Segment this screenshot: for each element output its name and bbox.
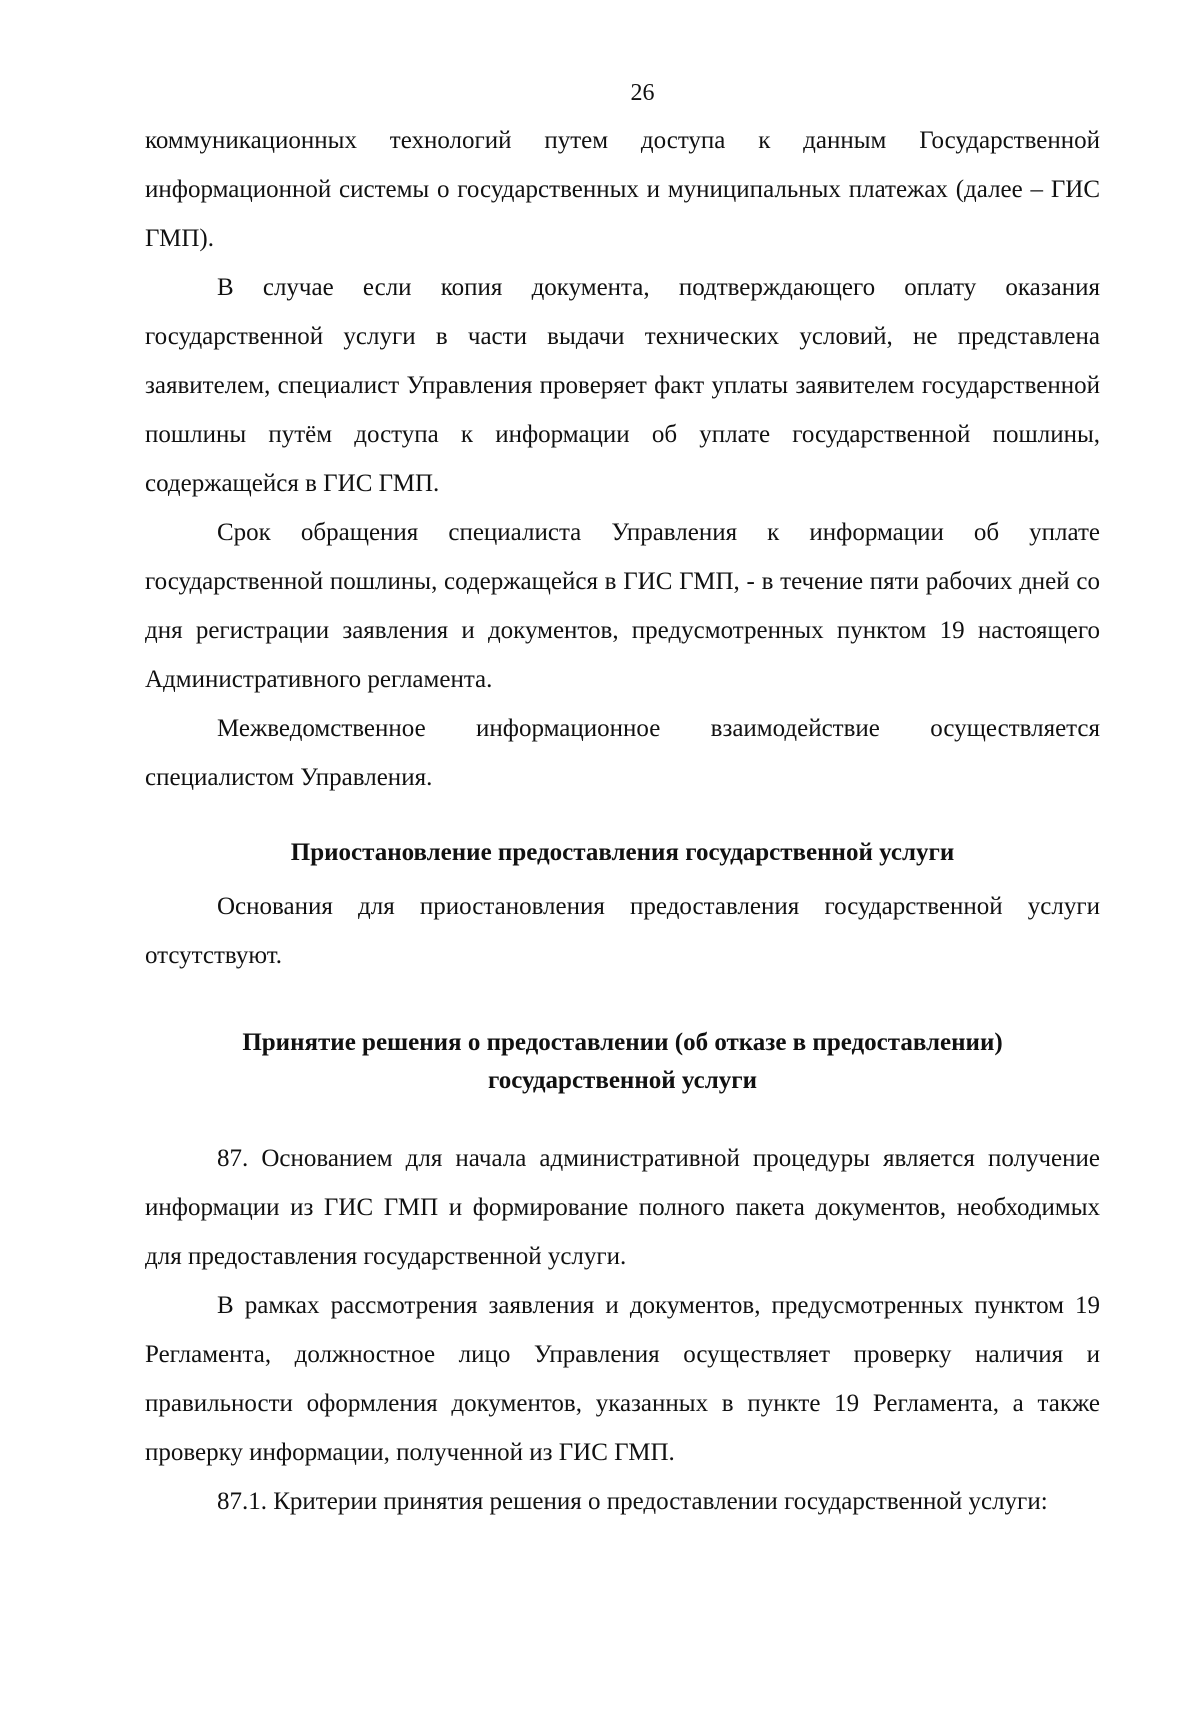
paragraph: В случае если копия документа, подтверждающего оплату оказания государственной услуги в части выдачи технических условий, не представлена заявителем, специалист Управления проверяет факт уплаты заявителем государственной пошлины путём доступа к информации об уплате государственной пошлины, содержащейся в ГИС ГМП. — [145, 274, 1100, 497]
paragraph: Срок обращения специалиста Управления к информации об уплате государственной пошлины, содержащейся в ГИС ГМП, - в течение пяти рабочих дней со дня регистрации заявления и документов, предусмотренных пунктом 19 настоящего Административного регламента. — [145, 519, 1100, 693]
section-heading-decision-line1: Принятие решения о предоставлении (об отказе в предоставлении) — [242, 1029, 1003, 1056]
paragraph-continuation: коммуникационных технологий путем доступа к данным Государственной информационной системы о государственных и муниципальных платежах (далее – ГИС ГМП). — [145, 127, 1100, 252]
section-heading-decision — [145, 1024, 1100, 1100]
section-heading-decision-line2: государственной услуги — [487, 1067, 758, 1094]
section-heading-suspension: Приостановление предоставления государственной услуги — [290, 839, 955, 866]
page-number: 26 — [630, 80, 655, 106]
paragraph-item-87-1: 87.1. Критерии принятия решения о предоставлении государственной услуги: — [217, 1488, 1048, 1515]
paragraph-item-87: 87. Основанием для начала административной процедуры является получение информации из ГИС ГМП и формирование полного пакета документов, необходимых для предоставления государственной услуги. — [145, 1145, 1100, 1270]
paragraph: В рамках рассмотрения заявления и документов, предусмотренных пунктом 19 Регламента, должностное лицо Управления осуществляет проверку наличия и правильности оформления документов, указанных в пункте 19 Регламента, а также проверку информации, полученной из ГИС ГМП. — [145, 1292, 1100, 1466]
paragraph: Основания для приостановления предоставления государственной услуги отсутствуют. — [145, 893, 1100, 969]
paragraph: Межведомственное информационное взаимодействие осуществляется специалистом Управления. — [145, 715, 1100, 791]
